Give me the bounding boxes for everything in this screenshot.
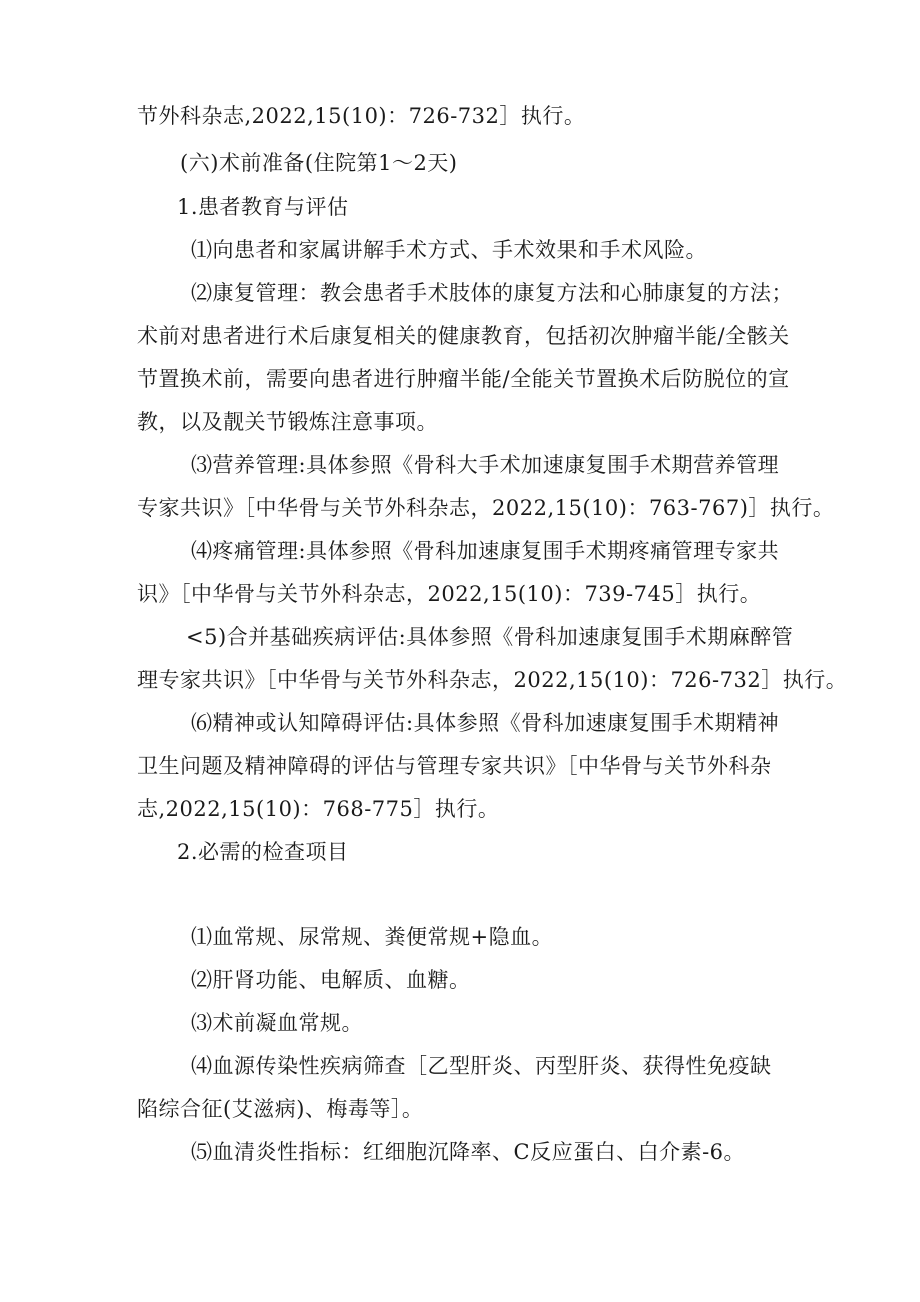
section-heading: (六)术前准备(住院第1～2天): [180, 151, 458, 175]
text-line: ⑸血清炎性指标：红细胞沉降率、C反应蛋白、白介素-6。: [191, 1140, 746, 1164]
text-line: ⑶营养管理:具体参照《骨科大手术加速康复围手术期营养管理: [191, 453, 780, 477]
text-line: ⑷血源传染性疾病筛查［乙型肝炎、丙型肝炎、获得性免疫缺: [191, 1054, 772, 1078]
text-line: 专家共识》［中华骨与关节外科杂志，2022,15(10)：763-767)］执行。: [137, 496, 835, 520]
text-line: ⑹精神或认知障碍评估:具体参照《骨科加速康复围手术期精神: [191, 711, 780, 735]
text-line: ⑷疼痛管理:具体参照《骨科加速康复围手术期疼痛管理专家共: [191, 539, 780, 563]
text-line: ⑴向患者和家属讲解手术方式、手术效果和手术风险。: [191, 238, 707, 262]
text-line: 术前对患者进行术后康复相关的健康教育，包括初次肿瘤半能/全骸关: [137, 324, 790, 348]
text-line: <5)合并基础疾病评估:具体参照《骨科加速康复围手术期麻醉管: [186, 625, 794, 649]
text-line: 陷综合征(艾滋病)、梅毒等］。: [137, 1097, 424, 1121]
text-line: 理专家共识》［中华骨与关节外科杂志，2022,15(10)：726-732］执行。: [137, 668, 848, 692]
text-line: 节置换术前，需要向患者进行肿瘤半能/全能关节置换术后防脱位的宣: [137, 367, 790, 391]
text-line: 志,2022,15(10)：768-775］执行。: [137, 797, 500, 821]
text-line: ⑵康复管理：教会患者手术肢体的康复方法和心肺康复的方法；: [191, 281, 793, 305]
text-line: ⑶术前凝血常规。: [191, 1011, 363, 1035]
text-line: ⑵肝肾功能、电解质、血糖。: [191, 968, 471, 992]
text-line: 卫生问题及精神障碍的评估与管理专家共识》［中华骨与关节外科杂: [137, 754, 772, 778]
subsection-heading: 2.必需的检查项目: [177, 840, 349, 864]
text-line: 识》［中华骨与关节外科杂志，2022,15(10)：739-745］执行。: [137, 582, 762, 606]
text-line: 教，以及靓关节锻炼注意事项。: [137, 410, 438, 434]
subsection-heading: 1.患者教育与评估: [177, 195, 349, 219]
text-line: ⑴血常规、尿常规、粪便常规+隐血。: [191, 925, 554, 949]
text-line: 节外科杂志,2022,15(10)：726-732］执行。: [137, 104, 586, 128]
